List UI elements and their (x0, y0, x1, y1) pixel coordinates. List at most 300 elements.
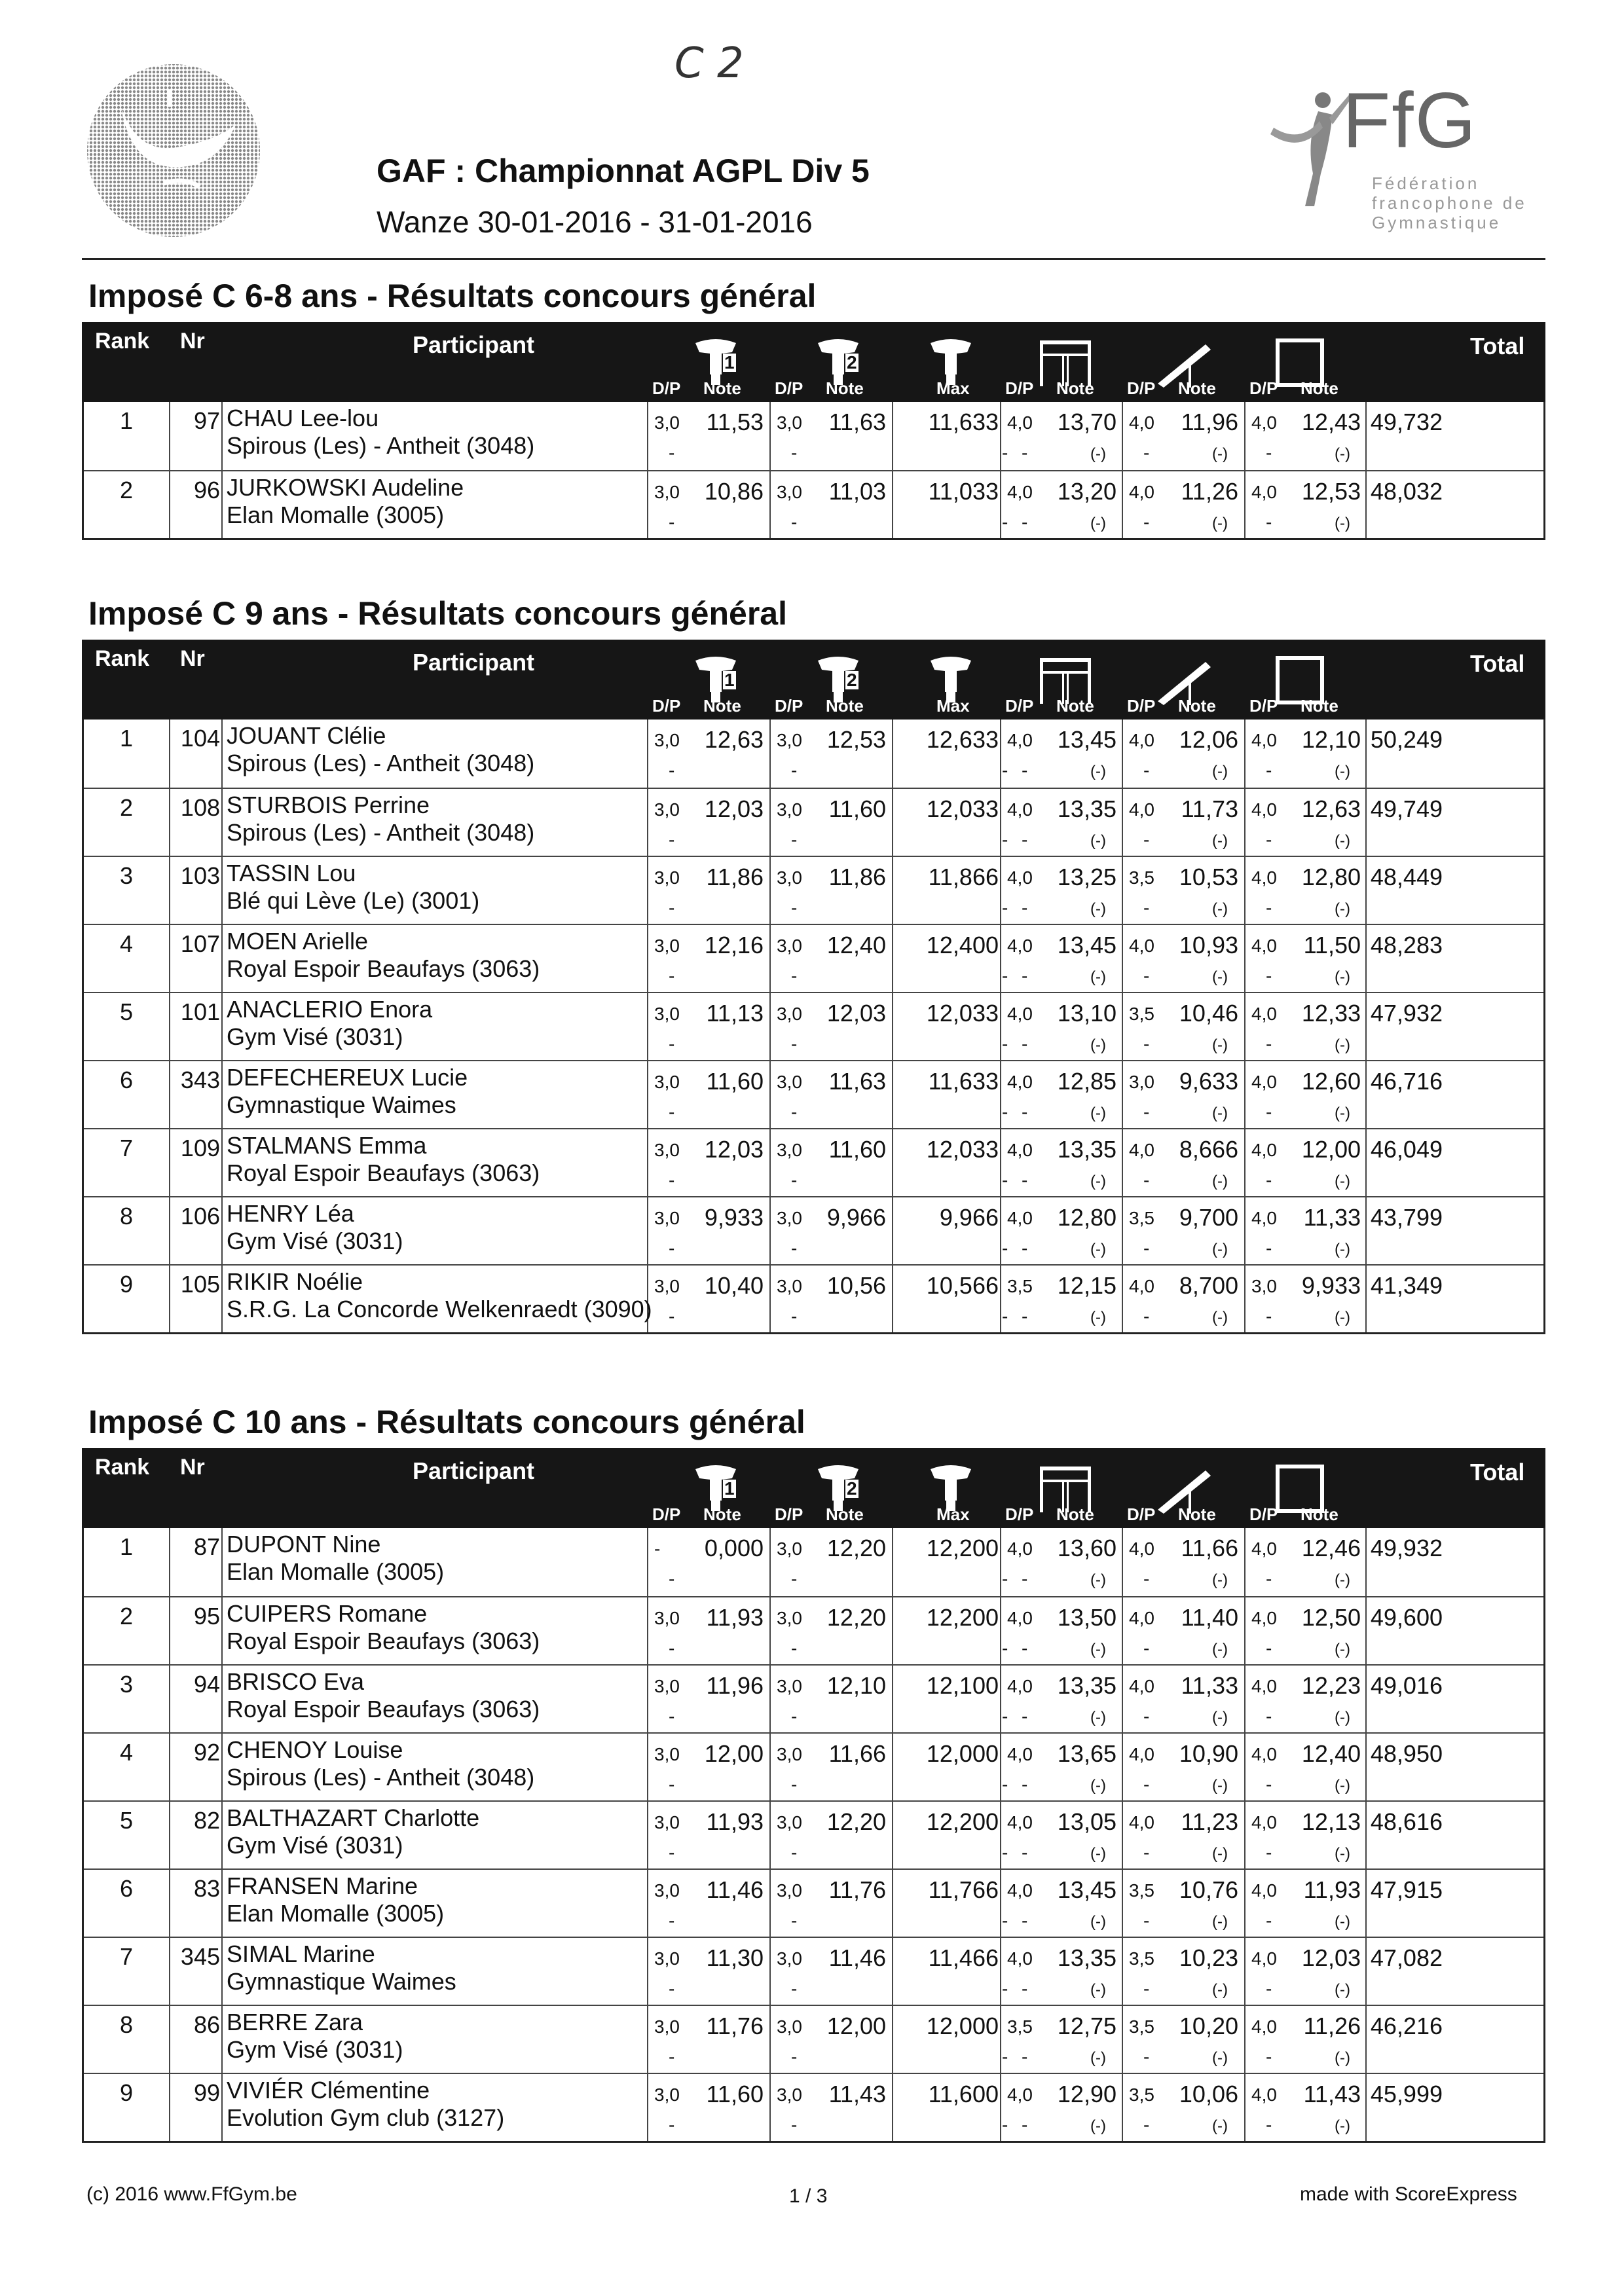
column-divider (1122, 993, 1123, 1060)
penalty-dash: - (1266, 760, 1272, 780)
dp-value: 4,0 (1251, 1812, 1277, 1832)
dp-value: 4,0 (1251, 1004, 1277, 1024)
column-divider (769, 1528, 771, 1596)
rank-cell: 4 (119, 1739, 134, 1766)
penalty-dash: - (669, 1102, 675, 1122)
penalty-dash: - (669, 1910, 675, 1931)
note-value: 11,96 (1181, 409, 1238, 435)
gymnast-name: HENRY Léa (227, 1200, 354, 1227)
penalty-marker: (-) (1335, 2117, 1350, 2135)
column-divider (221, 2006, 223, 2073)
penalty-dash: - (791, 1774, 798, 1795)
column-divider (1000, 857, 1001, 924)
penalty-marker: (-) (1212, 1309, 1228, 1326)
note-value: 13,35 (1057, 795, 1116, 822)
penalty-marker: (-) (1335, 1981, 1350, 1999)
column-divider (892, 2006, 893, 2073)
dp-value: 3,0 (654, 730, 680, 750)
club-name: Royal Espoir Beaufays (3063) (227, 955, 540, 982)
dp-value: 3,0 (654, 1072, 680, 1092)
rank-cell: 8 (119, 1203, 134, 1230)
penalty-dash: - (1143, 760, 1150, 780)
club-name: Gym Visé (3031) (227, 1832, 403, 1859)
penalty-dash: - (1022, 1238, 1028, 1258)
dp-value: 4,0 (1007, 1072, 1033, 1092)
club-name: Blé qui Lève (Le) (3001) (227, 887, 480, 914)
subheader-dp: D/P (1127, 696, 1156, 716)
column-divider (1000, 2006, 1001, 2073)
penalty-marker: (-) (1335, 1845, 1350, 1863)
penalty-dash: - (1266, 1306, 1272, 1326)
column-divider (1244, 1197, 1246, 1264)
max-value: 12,200 (926, 1535, 999, 1561)
dp-value: 4,0 (1007, 1948, 1033, 1969)
column-nr: Nr (180, 646, 205, 671)
note-value: 11,76 (828, 1876, 886, 1903)
table-row (84, 1800, 1543, 1868)
penalty-marker: (-) (1090, 1641, 1106, 1658)
table-row (84, 1596, 1543, 1664)
penalty-marker: (-) (1335, 1709, 1350, 1726)
note-value: 8,700 (1179, 1272, 1238, 1299)
table-header (82, 640, 1545, 720)
note-value: 13,35 (1057, 1136, 1116, 1163)
subheader-note: Note (1056, 1504, 1094, 1524)
dp-value: 4,0 (1007, 412, 1033, 433)
nr-cell: 107 (180, 930, 220, 957)
column-divider (1122, 1938, 1123, 2005)
column-divider (769, 789, 771, 856)
penalty-marker: (-) (1090, 2049, 1106, 2067)
column-divider (892, 1061, 893, 1128)
dp-value: 3,5 (1129, 2016, 1154, 2037)
note-value: 11,63 (828, 1068, 886, 1095)
penalty-marker: (-) (1335, 1104, 1350, 1122)
column-divider (1000, 1938, 1001, 2005)
dp-value: 3,0 (654, 1004, 680, 1024)
column-divider (1122, 789, 1123, 856)
club-name: Spirous (Les) - Antheit (3048) (227, 1764, 535, 1791)
penalty-dash: - (1143, 1034, 1150, 1054)
penalty-marker: (-) (1090, 1309, 1106, 1326)
penalty-marker: (-) (1212, 1036, 1228, 1054)
penalty-marker: (-) (1212, 832, 1228, 850)
column-total: Total (1470, 1459, 1525, 1485)
column-total: Total (1470, 333, 1525, 359)
dp-value: 4,0 (1251, 1140, 1277, 1160)
note-value: 9,700 (1179, 1204, 1238, 1231)
penalty-marker: (-) (1090, 832, 1106, 850)
note-value: 12,90 (1057, 2081, 1116, 2107)
penalty-dash: - (791, 512, 798, 532)
vault-number: 1 (724, 670, 735, 690)
dp-value: 4,0 (1007, 1208, 1033, 1228)
dp-value: 4,0 (1007, 1140, 1033, 1160)
note-value: 10,56 (826, 1272, 886, 1299)
penalty-marker: (-) (1212, 1845, 1228, 1863)
max-value: 12,033 (926, 795, 999, 822)
nr-cell: 94 (193, 1671, 220, 1698)
nr-cell: 96 (193, 477, 220, 503)
penalty-marker: (-) (1212, 968, 1228, 986)
note-value: 12,63 (704, 726, 764, 753)
dp-value: 4,0 (1251, 1744, 1277, 1764)
column-divider (647, 993, 648, 1060)
column-divider (769, 471, 771, 538)
penalty-dash: - (1143, 898, 1150, 918)
dp-value: 3,0 (1129, 1072, 1154, 1092)
subheader-note: Note (826, 1504, 864, 1524)
dp-value: 3,0 (777, 1140, 802, 1160)
subheader-dp: D/P (775, 696, 803, 716)
penalty-dash: - (1022, 443, 1028, 463)
subheader-dp: D/P (775, 1504, 803, 1524)
column-divider (892, 1129, 893, 1196)
total-score: 50,249 (1370, 726, 1443, 753)
column-divider (1000, 993, 1001, 1060)
note-value: 12,20 (826, 1604, 886, 1631)
penalty-dash: - (1002, 1170, 1008, 1190)
nr-cell: 86 (193, 2011, 220, 2038)
gymnast-name: STURBOIS Perrine (227, 792, 430, 818)
penalty-dash: - (1266, 829, 1272, 850)
max-value: 11,766 (928, 1876, 999, 1903)
dp-value: 3,0 (777, 2085, 802, 2105)
column-divider (1244, 1528, 1246, 1596)
note-value: 11,26 (1181, 478, 1238, 505)
header-divider (82, 258, 1545, 260)
dp-value: 3,0 (777, 1948, 802, 1969)
max-value: 12,100 (926, 1672, 999, 1699)
note-value: 12,63 (1301, 795, 1361, 822)
max-value: 12,000 (926, 2013, 999, 2039)
club-name: Spirous (Les) - Antheit (3048) (227, 819, 535, 846)
rank-cell: 1 (119, 1533, 134, 1560)
dp-value: 4,0 (1129, 1140, 1154, 1160)
column-divider (647, 720, 648, 788)
vault-number: 2 (847, 670, 857, 690)
dp-value: 4,0 (1129, 799, 1154, 820)
penalty-dash: - (669, 829, 675, 850)
column-divider (221, 1597, 223, 1664)
penalty-marker: (-) (1335, 1913, 1350, 1931)
column-divider (221, 1266, 223, 1332)
column-divider (1244, 1734, 1246, 1800)
total-score: 47,082 (1370, 1944, 1443, 1971)
penalty-marker: (-) (1212, 1641, 1228, 1658)
column-divider (1244, 1938, 1246, 2005)
dp-value: 4,0 (1129, 412, 1154, 433)
club-name: S.R.G. La Concorde Welkenraedt (3090) (227, 1296, 652, 1322)
note-value: 13,45 (1057, 726, 1116, 753)
note-value: 11,93 (706, 1808, 764, 1835)
dp-value: 4,0 (1007, 867, 1033, 888)
note-value: 10,53 (1179, 864, 1238, 890)
total-score: 45,999 (1370, 2081, 1443, 2107)
gymnast-name: FRANSEN Marine (227, 1872, 418, 1899)
gymnast-name: ANACLERIO Enora (227, 996, 433, 1023)
gymnast-name: CHAU Lee-lou (227, 405, 379, 431)
total-score: 48,283 (1370, 932, 1443, 958)
vault-number: 1 (724, 352, 735, 373)
penalty-dash: - (791, 1910, 798, 1931)
penalty-dash: - (669, 1569, 675, 1589)
note-value: 12,20 (826, 1535, 886, 1561)
dp-value: 3,0 (777, 1608, 802, 1628)
column-divider (892, 1197, 893, 1264)
penalty-marker: (-) (1090, 445, 1106, 463)
column-divider (1122, 2074, 1123, 2141)
column-divider (1000, 1528, 1001, 1596)
nr-cell: 83 (193, 1875, 220, 1902)
penalty-marker: (-) (1212, 1709, 1228, 1726)
penalty-dash: - (669, 2115, 675, 2135)
note-value: 11,50 (1303, 932, 1361, 958)
column-divider (1244, 720, 1246, 788)
total-score: 47,915 (1370, 1876, 1443, 1903)
dp-value: 3,0 (654, 1608, 680, 1628)
column-divider (1244, 789, 1246, 856)
document-title: GAF : Championnat AGPL Div 5 (377, 153, 870, 189)
rank-cell: 4 (119, 930, 134, 957)
column-divider (769, 1870, 771, 1937)
dp-value: 4,0 (1129, 1812, 1154, 1832)
dp-value: 4,0 (1129, 1539, 1154, 1559)
penalty-dash: - (1266, 898, 1272, 918)
penalty-dash: - (1022, 1306, 1028, 1326)
penalty-dash: - (1022, 1842, 1028, 1863)
penalty-marker: (-) (1335, 445, 1350, 463)
dp-value: 3,0 (654, 1208, 680, 1228)
column-nr: Nr (180, 1455, 205, 1480)
column-participant: Participant (413, 331, 535, 358)
note-value: 11,86 (706, 864, 764, 890)
dp-value: 4,0 (1251, 1072, 1277, 1092)
note-value: 11,66 (1181, 1535, 1238, 1561)
penalty-marker: (-) (1090, 1981, 1106, 1999)
table-row (84, 924, 1543, 992)
total-score: 49,732 (1370, 409, 1443, 435)
subheader-note: Note (1301, 378, 1338, 398)
note-value: 12,00 (1301, 1136, 1361, 1163)
dp-value: 3,0 (777, 1744, 802, 1764)
max-value: 11,633 (928, 1068, 999, 1095)
penalty-dash: - (791, 1569, 798, 1589)
dp-value: 3,0 (777, 936, 802, 956)
penalty-dash: - (1266, 1706, 1272, 1726)
penalty-dash: - (1266, 1102, 1272, 1122)
column-divider (1244, 1666, 1246, 1732)
note-value: 12,50 (1301, 1604, 1361, 1631)
penalty-dash: - (1143, 2115, 1150, 2135)
column-divider (892, 402, 893, 470)
column-divider (221, 925, 223, 992)
dp-value: 3,5 (1129, 1880, 1154, 1901)
dp-value: 3,0 (654, 1276, 680, 1296)
column-divider (1000, 1734, 1001, 1800)
penalty-dash: - (1022, 1638, 1028, 1658)
penalty-marker: (-) (1212, 763, 1228, 780)
note-value: 11,93 (706, 1604, 764, 1631)
column-divider (892, 925, 893, 992)
column-divider (892, 993, 893, 1060)
column-divider (1244, 1266, 1246, 1332)
note-value: 10,23 (1179, 1944, 1238, 1971)
dp-value: 4,0 (1251, 730, 1277, 750)
note-value: 11,66 (828, 1740, 886, 1767)
nr-cell: 87 (193, 1533, 220, 1560)
dp-value: 4,0 (1007, 799, 1033, 820)
dp-value: 4,0 (1251, 867, 1277, 888)
column-divider (769, 1938, 771, 2005)
max-value: 11,633 (928, 409, 999, 435)
penalty-dash: - (1002, 1569, 1008, 1589)
column-divider (647, 1129, 648, 1196)
column-divider (769, 857, 771, 924)
column-divider (892, 1870, 893, 1937)
column-divider (221, 471, 223, 538)
total-score: 48,616 (1370, 1808, 1443, 1835)
column-divider (892, 2074, 893, 2141)
penalty-dash: - (791, 1034, 798, 1054)
penalty-marker: (-) (1090, 1777, 1106, 1795)
penalty-dash: - (1002, 829, 1008, 850)
column-divider (221, 1666, 223, 1732)
note-value: 12,23 (1301, 1672, 1361, 1699)
table-row (84, 1128, 1543, 1196)
subheader-note: Note (1178, 696, 1216, 716)
note-value: 11,60 (706, 2081, 764, 2107)
rank-cell: 1 (119, 407, 134, 434)
penalty-dash: - (1022, 966, 1028, 986)
penalty-dash: - (1266, 512, 1272, 532)
total-score: 41,349 (1370, 1272, 1443, 1299)
gymnast-name: CHENOY Louise (227, 1736, 403, 1763)
rank-cell: 6 (119, 1066, 134, 1093)
column-divider (1244, 1597, 1246, 1664)
max-value: 9,966 (939, 1204, 999, 1231)
column-divider (1122, 1870, 1123, 1937)
column-participant: Participant (413, 649, 535, 676)
column-divider (1244, 857, 1246, 924)
penalty-dash: - (669, 1306, 675, 1326)
subheader-dp: D/P (1005, 378, 1034, 398)
column-divider (769, 2006, 771, 2073)
column-divider (1122, 1528, 1123, 1596)
note-value: 12,03 (704, 795, 764, 822)
note-value: 12,60 (1301, 1068, 1361, 1095)
note-value: 12,20 (826, 1808, 886, 1835)
nr-cell: 345 (180, 1943, 220, 1970)
note-value: 10,40 (704, 1272, 764, 1299)
penalty-marker: (-) (1090, 515, 1106, 532)
penalty-dash: - (1143, 1102, 1150, 1122)
dp-value: 4,0 (1129, 1608, 1154, 1628)
total-score: 49,749 (1370, 795, 1443, 822)
note-value: 11,30 (706, 1944, 764, 1971)
penalty-dash: - (669, 1638, 675, 1658)
penalty-dash: - (669, 1034, 675, 1054)
penalty-dash: - (1266, 2115, 1272, 2135)
penalty-dash: - (1143, 1978, 1150, 1999)
penalty-dash: - (669, 443, 675, 463)
dp-value: 4,0 (1007, 1812, 1033, 1832)
subheader-max: Max (936, 696, 970, 716)
dp-value: 3,0 (777, 730, 802, 750)
column-divider (647, 1938, 648, 2005)
penalty-dash: - (791, 760, 798, 780)
note-value: 9,933 (1301, 1272, 1361, 1299)
rank-cell: 9 (119, 1271, 134, 1298)
penalty-dash: - (1022, 1569, 1028, 1589)
club-name: Royal Espoir Beaufays (3063) (227, 1628, 540, 1654)
subheader-note: Note (1056, 696, 1094, 716)
dp-value: 3,0 (777, 1276, 802, 1296)
column-divider (1122, 1061, 1123, 1128)
column-divider (1000, 789, 1001, 856)
column-divider (769, 402, 771, 470)
penalty-marker: (-) (1212, 1241, 1228, 1258)
table-row (84, 856, 1543, 924)
penalty-dash: - (1002, 1102, 1008, 1122)
penalty-dash: - (1266, 1569, 1272, 1589)
note-value: 12,80 (1301, 864, 1361, 890)
subheader-note: Note (1301, 1504, 1338, 1524)
note-value: 9,633 (1179, 1068, 1238, 1095)
subheader-note: Note (703, 1504, 741, 1524)
note-value: 12,46 (1301, 1535, 1361, 1561)
subheader-note: Note (826, 696, 864, 716)
column-divider (892, 1266, 893, 1332)
subheader-dp: D/P (1249, 378, 1278, 398)
nr-cell: 108 (180, 794, 220, 821)
column-divider (892, 1802, 893, 1868)
note-value: 10,93 (1179, 932, 1238, 958)
total-score: 46,716 (1370, 1068, 1443, 1095)
column-divider (892, 471, 893, 538)
vault-number: 2 (847, 1478, 857, 1499)
note-value: 12,80 (1057, 1204, 1116, 1231)
penalty-dash: - (1022, 2115, 1028, 2135)
dp-value: 3,0 (654, 1744, 680, 1764)
note-value: 12,40 (826, 932, 886, 958)
note-value: 11,46 (828, 1944, 886, 1971)
column-divider (1000, 402, 1001, 470)
gymnast-name: DEFECHEREUX Lucie (227, 1064, 468, 1091)
column-nr: Nr (180, 329, 205, 354)
penalty-dash: - (1002, 2115, 1008, 2135)
max-value: 11,033 (928, 478, 999, 505)
penalty-dash: - (669, 1978, 675, 1999)
document-subtitle: Wanze 30-01-2016 - 31-01-2016 (377, 205, 813, 239)
subheader-note: Note (1178, 1504, 1216, 1524)
penalty-dash: - (791, 1706, 798, 1726)
club-name: Gymnastique Waimes (227, 1091, 456, 1118)
penalty-dash: - (1022, 829, 1028, 850)
rank-cell: 3 (119, 862, 134, 889)
note-value: 12,06 (1179, 726, 1238, 753)
penalty-marker: (-) (1212, 1981, 1228, 1999)
penalty-marker: (-) (1335, 1309, 1350, 1326)
column-divider (769, 993, 771, 1060)
column-divider (221, 789, 223, 856)
subheader-dp: D/P (652, 696, 681, 716)
penalty-dash: - (1022, 1170, 1028, 1190)
rank-cell: 2 (119, 794, 134, 821)
penalty-marker: (-) (1090, 1104, 1106, 1122)
dp-value: 4,0 (1129, 1744, 1154, 1764)
total-score: 48,449 (1370, 864, 1443, 890)
